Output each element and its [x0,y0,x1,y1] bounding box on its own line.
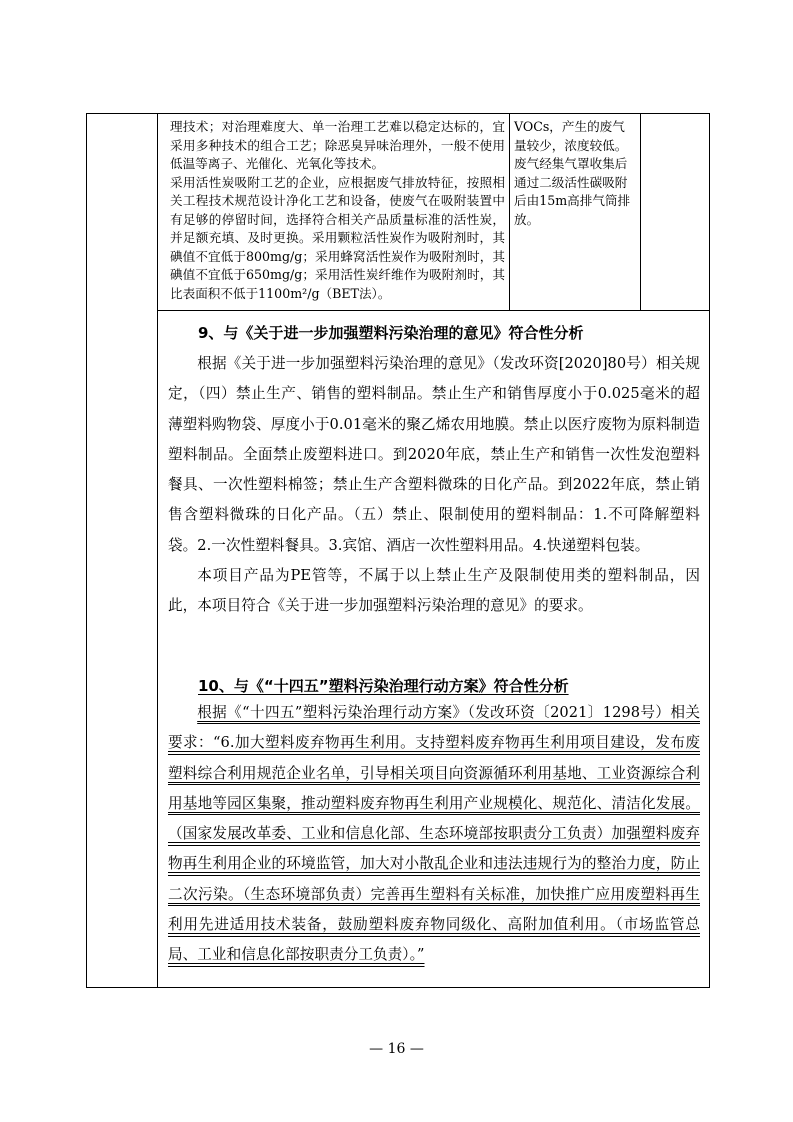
inner-column-divider-1 [509,113,510,311]
section-10 [168,676,700,971]
section-10-heading: 10、与《“十四五”塑料污染治理行动方案》符合性分析 [198,677,569,695]
section-9 [168,323,700,622]
table-cell-project-status [514,118,636,229]
section-9-heading: 9、与《关于进一步加强塑料污染治理的意见》符合性分析 [198,324,584,342]
requirement-text-1: 理技术；对治理难度大、单一治理工艺难以稳定达标的，宜采用多种技术的组合工艺；除恶臭异味治理外，一般不使用低温等离子、光催化、光氧化等技术。 [170,119,505,171]
table-cell-requirements [170,118,505,303]
section-10-paragraph: 根据《“十四五”塑料污染治理行动方案》（发改环资〔2021〕1298号）相关要求：“6.加大塑料废弃物再生利用。支持塑料废弃物再生利用项目建设，发布废塑料综合利用规范企业名单，引导相关项目向资源循环利用基地、工业资源综合利用基地等园区集聚，推动塑料废弃物再生利用产业规模化、规范化、清洁化发展。（国家发展改革委、工业和信息化部、生态环境部按职责分工负责）加强塑料废弃物再生利用企业的环境监管，加大对小散乱企业和违法违规行为的整治力度，防止二次污染。（生态环境部负责）完善再生塑料有关标准，加快推广应用废塑料再生利用先进适用技术装备，鼓励塑料废弃物同级化、高附加值利用。（市场监管总局、工业和信息化部按职责分工负责）。” [168,704,700,964]
page-number: — 16 — [369,1041,424,1057]
section-9-paragraph-2: 本项目产品为PE管等，不属于以上禁止生产及限制使用类的塑料制品，因此，本项目符合《关于进一步加强塑料污染治理的意见》的要求。 [168,567,700,615]
requirement-text-2: 采用活性炭吸附工艺的企业，应根据废气排放特征，按照相关工程技术规范设计净化工艺和设备，使废气在吸附装置中有足够的停留时间，选择符合相关产品质量标准的活性炭，并足额充填、及时更换。采用颗粒活性炭作为吸附剂时，其碘值不宜低于800mg/g；采用蜂窝活性炭作为吸附剂时，其碘值不宜低于650mg/g；采用活性炭纤维作为吸附剂时，其比表面积不低于1100m²/g（BET法）。 [170,174,505,301]
project-status-text: VOCs，产生的废气量较少，浓度较低。废气经集气罩收集后通过二级活性碳吸附后由15m高排气筒排放。 [514,119,631,227]
section-9-paragraph-1: 根据《关于进一步加强塑料污染治理的意见》（发改环资[2020]80号）相关规定，（四）禁止生产、销售的塑料制品。禁止生产和销售厚度小于0.025毫米的超薄塑料购物袋、厚度小于0.01毫米的聚乙烯农用地膜。禁止以医疗废物为原料制造塑料制品。全面禁止废塑料进口。到2020年底，禁止生产和销售一次性发泡塑料餐具、一次性塑料棉签；禁止生产含塑料微珠的日化产品。到2022年底，禁止销售含塑料微珠的日化产品。（五）禁止、限制使用的塑料制品：1.不可降解塑料袋。2.一次性塑料餐具。3.宾馆、酒店一次性塑料用品。4.快递塑料包装。 [168,355,700,554]
inner-column-divider-2 [640,113,641,311]
